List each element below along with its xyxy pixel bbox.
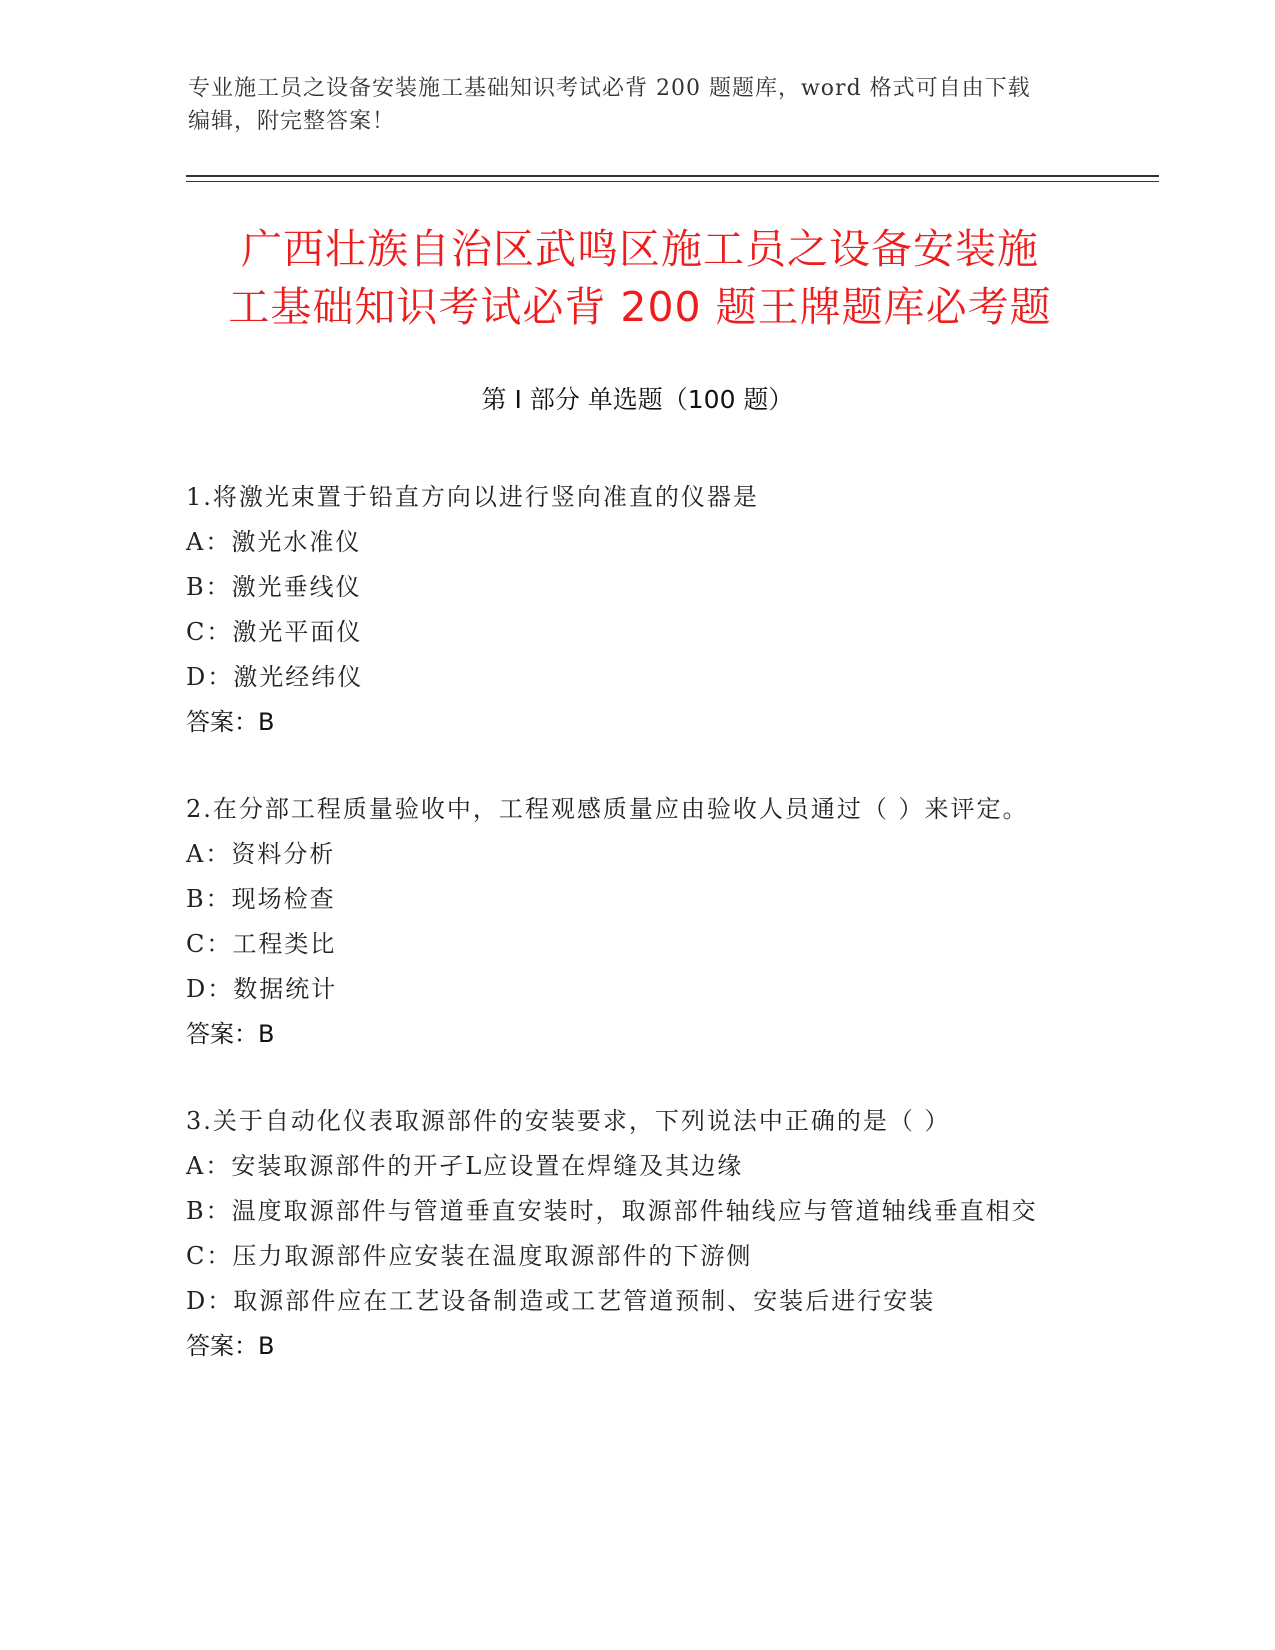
option-d: D：取源部件应在工艺设备制造或工艺管道预制、安装后进行安装 [186, 1287, 936, 1315]
option-c: C：激光平面仪 [186, 618, 363, 646]
document-title [190, 220, 1090, 336]
option-b: B：温度取源部件与管道垂直安装时，取源部件轴线应与管道轴线垂直相交 [186, 1197, 1038, 1225]
option-d: D：激光经纬仪 [186, 663, 364, 691]
option-d: D：数据统计 [186, 975, 338, 1003]
question-3 [186, 1099, 1086, 1369]
answer-label: 答案：B [186, 1332, 275, 1360]
header-divider [186, 175, 1159, 177]
question-list [186, 475, 1086, 1411]
question-stem: 1.将激光束置于铅直方向以进行竖向准直的仪器是 [186, 483, 759, 511]
question-2 [186, 787, 1086, 1057]
option-a: A：安装取源部件的开孑L应设置在焊缝及其边缘 [186, 1152, 744, 1180]
option-b: B：现场检查 [186, 885, 336, 913]
document-title-line-1: 广西壮族自治区武鸣区施工员之设备安装施 [241, 225, 1039, 273]
option-b: B：激光垂线仪 [186, 573, 362, 601]
question-stem: 3.关于自动化仪表取源部件的安装要求，下列说法中正确的是（ ） [186, 1107, 951, 1135]
section-heading: 第 I 部分 单选题（100 题） [481, 385, 794, 414]
question-1 [186, 475, 1086, 745]
header-note [188, 72, 1088, 138]
option-a: A：激光水准仪 [186, 528, 362, 556]
option-c: C：工程类比 [186, 930, 337, 958]
option-a: A：资料分析 [186, 840, 336, 868]
question-stem: 2.在分部工程质量验收中，工程观感质量应由验收人员通过（ ）来评定。 [186, 795, 1029, 823]
document-title-line-2: 工基础知识考试必背 200 题王牌题库必考题 [228, 283, 1052, 331]
answer-label: 答案：B [186, 708, 275, 736]
header-divider-thin [186, 181, 1159, 182]
option-c: C：压力取源部件应安装在温度取源部件的下游侧 [186, 1242, 753, 1270]
header-note-line-1: 专业施工员之设备安装施工基础知识考试必背 200 题题库，word 格式可自由下载 [188, 76, 1031, 101]
header-note-line-2: 编辑，附完整答案！ [188, 109, 396, 134]
answer-label: 答案：B [186, 1020, 275, 1048]
